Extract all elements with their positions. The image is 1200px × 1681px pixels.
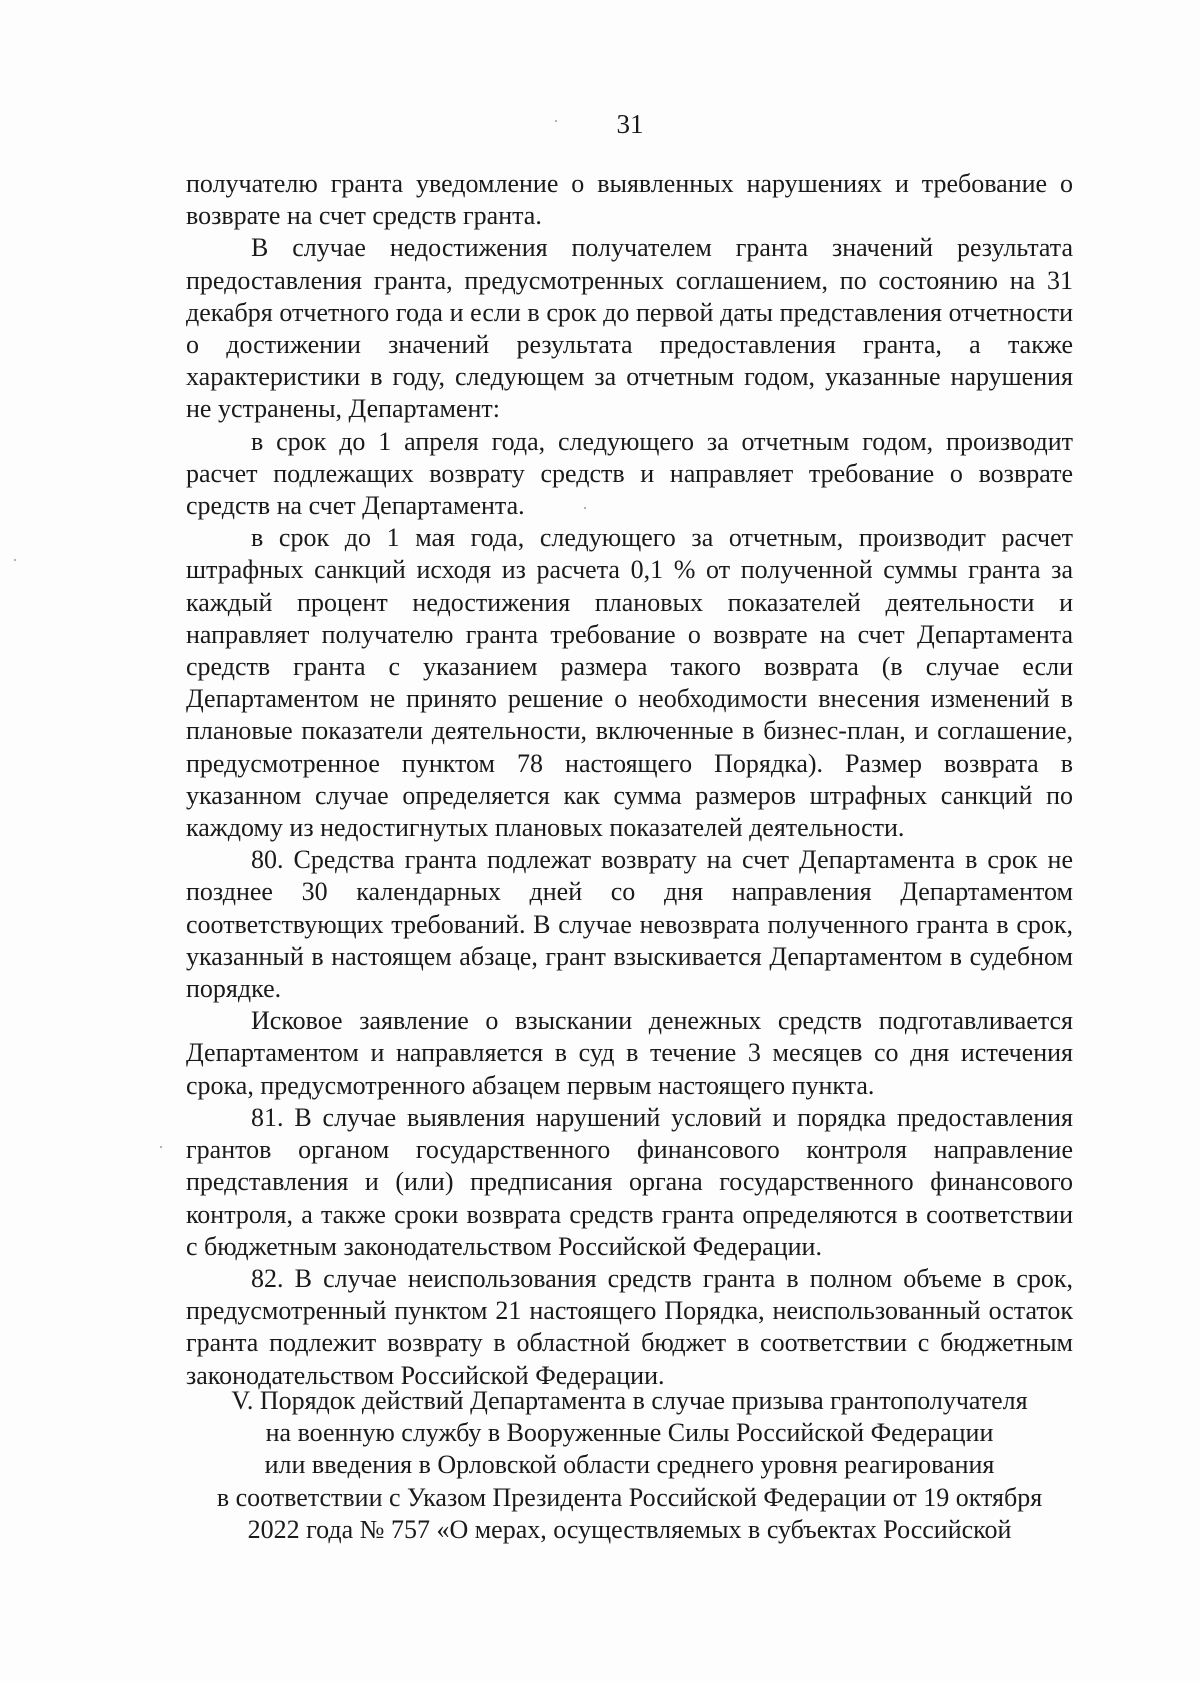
scan-speck [584,507,586,509]
section-heading [186,1385,1073,1546]
paragraph-81: 81. В случае выявления нарушений условий и порядка предоставления грантов органом государственного финансового контроля направление представления и (или) предписания органа государственного финансового контроля, а также сроки возврата средств гранта определяются в соответствии с бюджетным законодательством Российской Федерации. [186,1102,1073,1261]
section-heading-line: в соответствии с Указом Президента Российской Федерации от 19 октября [216,1482,1043,1512]
section-heading-line: или введения в Орловской области среднего уровня реагирования [264,1450,995,1480]
paragraph: Исковое заявление о взыскании денежных средств подготавливается Департаментом и направляется в суд в течение 3 месяцев со дня истечения срока, предусмотренного абзацем первым настоящего пункта. [186,1006,1073,1100]
section-heading-line: 2022 года № 757 «О мерах, осуществляемых в субъектах Российской [247,1514,1012,1544]
section-heading-line: V. Порядок действий Департамента в случае призыва грантополучателя [231,1386,1028,1415]
paragraph: В случае недостижения получателем гранта значений результата предоставления гранта, предусмотренных соглашением, по состоянию на 31 декабря отчетного года и если в срок до первой даты представления отчетности о достижении значений результата предоставления гранта, а также характеристики в году, следующем за отчетным годом, указанные нарушения не устранены, Департамент: [186,233,1073,424]
scan-speck [14,559,16,561]
paragraph: в срок до 1 апреля года, следующего за отчетным годом, производит расчет подлежащих возврату средств и направляет требование о возврате средств на счет Департамента. [186,426,1073,521]
paragraph-82: 82. В случае неиспользования средств гранта в полном объеме в срок, предусмотренный пунктом 21 настоящего Порядка, неиспользованный остаток гранта подлежит возврату в областной бюджет в соответствии с бюджетным законодательством Российской Федерации. [186,1263,1073,1390]
paragraph: получателю гранта уведомление о выявленных нарушениях и требование о возврате на счет средств гранта. [186,169,1073,231]
body-text [186,168,1073,1392]
page-number: 31 [616,109,644,139]
section-heading-line: на военную службу в Вооруженные Силы Российской Федерации [265,1418,994,1448]
scan-speck [160,1146,162,1148]
paragraph: в срок до 1 мая года, следующего за отчетным, производит расчет штрафных санкций исходя из расчета 0,1 % от полученной суммы гранта за каждый процент недостижения плановых показателей деятельности и направляет получателю гранта требование о возврате на счет Департамента средств гранта с указанием размера такого возврата (в случае если Департаментом не принято решение о необходимости внесения изменений в плановые показатели деятельности, включенные в бизнес-план, и соглашение, предусмотренное пунктом 78 настоящего Порядка). Размер возврата в указанном случае определяется как сумма размеров штрафных санкций по каждому из недостигнутых плановых показателей деятельности. [186,523,1073,843]
scan-speck [555,120,557,122]
paragraph-80: 80. Средства гранта подлежат возврату на счет Департамента в срок не позднее 30 календарных дней со дня направления Департаментом соответствующих требований. В случае невозврата полученного гранта в срок, указанный в настоящем абзаце, грант взыскивается Департаментом в судебном порядке. [186,845,1073,1004]
